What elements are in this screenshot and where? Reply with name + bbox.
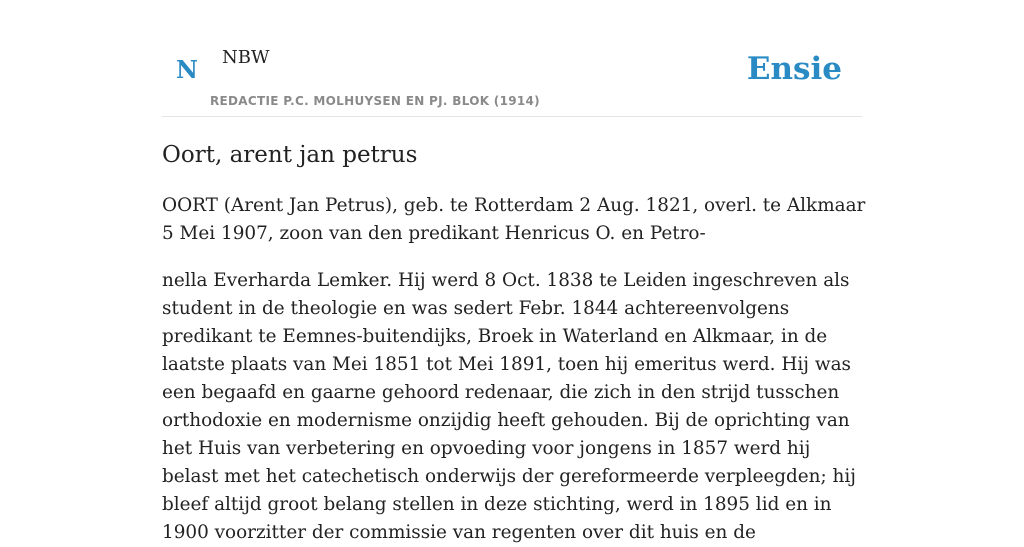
article-paragraph-1: OORT (Arent Jan Petrus), geb. te Rotterdam 2 Aug. 1821, overl. te Alkmaar 5 Mei 1907, zoon van den predikant Henricus O. en Petro- — [162, 195, 866, 244]
source-header — [162, 0, 862, 117]
page-title: Oort, arent jan petrus — [162, 142, 418, 168]
article-paragraph-2: nella Everharda Lemker. Hij werd 8 Oct. 1838 te Leiden ingeschreven als student in de theologie en was sedert Febr. 1844 achtereenvolgens predikant te Eemnes-buitendijks, Broek in Waterland en Alkmaar, in de laatste plaats van Mei 1851 tot Mei 1891, toen hij emeritus werd. Hij was een begaafd en gaarne gehoord redenaar, die zich in den strijd tusschen orthodoxie en modernisme onzijdig heeft gehouden. Bij de oprichting van het Huis van verbetering en opvoeding voor jongens in 1857 werd hij belast met het catechetisch onderwijs der gereformeerde verpleegden; hij bleef altijd groot belang stellen in deze stichting, werd in 1895 lid en in 1900 voorzitter der commissie van regenten over dit huis en de — [162, 270, 856, 543]
source-subtitle: REDACTIE P.C. MOLHUYSEN EN PJ. BLOK (1914) — [210, 94, 540, 108]
source-name[interactable]: NBW — [222, 47, 270, 68]
brand-logo[interactable]: Ensie — [746, 51, 842, 87]
source-logo[interactable]: N — [176, 55, 198, 84]
